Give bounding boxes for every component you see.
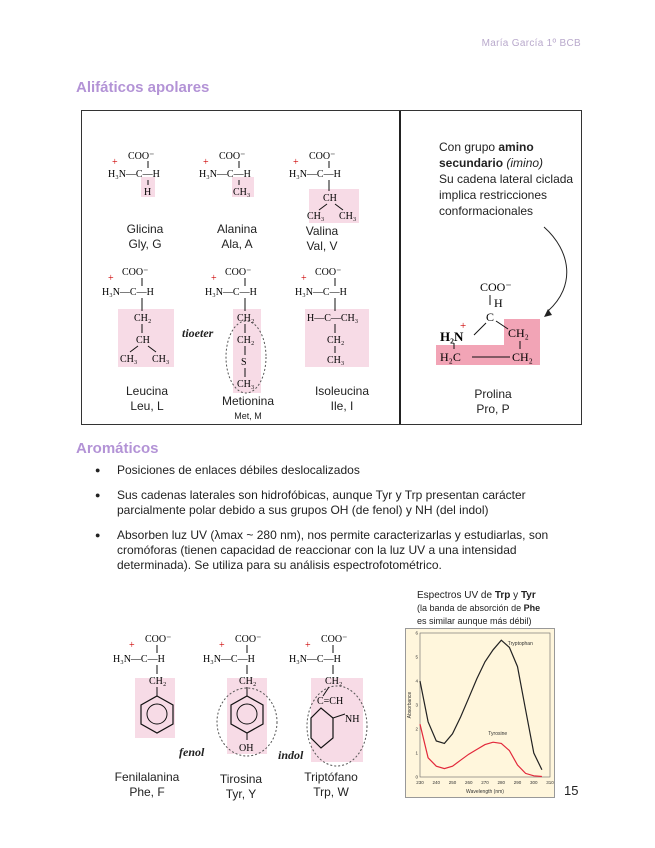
tyrosine-structure	[203, 630, 293, 763]
phenylalanine-structure	[113, 630, 203, 763]
thioether-label: tioeter	[182, 326, 214, 340]
carboxyl-label: COO⁻	[315, 267, 342, 278]
list-item: ● Posiciones de enlaces débiles deslocalizados	[95, 463, 585, 478]
y-tick-label: 3	[415, 702, 418, 708]
x-axis-label: Wavelength (nm)	[466, 789, 504, 795]
aromatic-bullet-list	[95, 463, 585, 583]
glycine-structure	[108, 143, 198, 216]
amino-label: H₃N—C—H	[113, 654, 165, 665]
amino-acid-name: Metionina Met, M	[221, 394, 275, 421]
side-chain-label: CH	[323, 193, 337, 204]
amino-acid-name: Alanina Ala, A	[216, 222, 258, 251]
side-chain-label: CH₂	[237, 335, 255, 346]
section-title-aromatic: Aromáticos	[76, 440, 159, 457]
leucine-structure	[100, 263, 190, 376]
amino-label: H₃N—C—H	[203, 654, 255, 665]
side-chain-label: CH₂	[512, 350, 533, 364]
amino-acid-name: Triptófano Trp, W	[304, 770, 358, 799]
side-chain-label: H₂C	[440, 350, 461, 364]
methionine-structure	[203, 263, 293, 406]
amino-label: H₃N—C—H	[102, 287, 154, 298]
x-tick-label: 260	[464, 780, 473, 785]
side-chain-label: CH₂	[134, 313, 152, 324]
side-chain-label: CH₂	[325, 676, 343, 687]
amino-acid-name: Isoleucina Ile, I	[314, 384, 370, 413]
amino-acid-name: Valina Val, V	[305, 224, 339, 253]
amino-label: H₃N—C—H	[289, 654, 341, 665]
series-line-tyrosine	[420, 724, 542, 776]
uv-spectrum-chart	[405, 628, 555, 798]
x-tick-label: 270	[481, 780, 489, 785]
hydroxyl-label: OH	[239, 743, 254, 754]
plot-frame	[420, 633, 550, 777]
plus-charge: +	[219, 640, 225, 651]
side-chain-label: CH₃	[237, 379, 255, 390]
side-chain-label: CH₃	[233, 187, 251, 198]
plus-charge: +	[112, 157, 118, 168]
alanine-structure	[199, 143, 289, 216]
y-tick-label: 2	[415, 726, 418, 732]
y-tick-label: 1	[415, 750, 418, 756]
side-chain-label: CH₂	[239, 676, 257, 687]
side-chain-label: S	[241, 357, 247, 368]
side-chain-label: CH₂	[237, 313, 255, 324]
series-line-tryptophan	[420, 640, 542, 770]
valine-structure	[289, 143, 379, 226]
amino-label: H₃N—C—H	[199, 169, 251, 180]
x-tick-label: 240	[432, 780, 441, 785]
x-tick-label: 310	[546, 780, 554, 785]
y-tick-label: 5	[415, 654, 418, 660]
side-chain-label: CH₂	[508, 326, 529, 340]
amino-label: H₃N—C—H	[295, 287, 347, 298]
y-axis-label: Absorbance	[407, 691, 413, 719]
amino-acid-name: Leucina Leu, L	[125, 384, 169, 413]
carboxyl-label: COO⁻	[480, 280, 512, 294]
figure-divider	[399, 111, 401, 424]
plus-charge: +	[301, 273, 307, 284]
side-chain-label: CH₃	[327, 355, 345, 366]
aromatic-figure	[95, 600, 380, 801]
x-tick-label: 290	[513, 780, 522, 785]
c-alpha-label: C	[486, 310, 495, 324]
page-number: 15	[564, 783, 579, 798]
amino-acid-name: Tirosina Tyr, Y	[219, 772, 263, 801]
side-chain-label: CH₃	[152, 354, 170, 365]
indol-label: indol	[278, 748, 304, 762]
carboxyl-label: COO⁻	[219, 151, 246, 162]
plus-charge: +	[129, 640, 135, 651]
series-label: Tyrosine	[488, 731, 508, 737]
x-tick-label: 230	[416, 780, 424, 785]
carboxyl-label: COO⁻	[225, 267, 252, 278]
side-chain-label: CH₃	[307, 211, 325, 222]
y-tick-label: 0	[415, 774, 418, 780]
x-tick-label: 300	[529, 780, 538, 785]
carboxyl-label: COO⁻	[122, 267, 149, 278]
carboxyl-label: COO⁻	[321, 634, 348, 645]
plus-charge: +	[305, 640, 311, 651]
amino-acid-name: Fenilalanina Phe, F	[114, 770, 180, 799]
fenol-label: fenol	[179, 745, 205, 759]
side-chain-label: C=CH	[317, 696, 344, 707]
amino-label: H₃N—C—H	[289, 169, 341, 180]
x-tick-label: 250	[448, 780, 457, 785]
proline-note: Con grupo amino secundario (imino) Su cadena lateral ciclada implica restricciones conformacionales	[439, 140, 574, 218]
isoleucine-structure	[293, 263, 383, 376]
aliphatic-figure	[81, 110, 582, 425]
side-chain-label: CH₂	[149, 676, 167, 687]
plus-charge: +	[108, 273, 114, 284]
amino-acid-name: Prolina Pro, P	[474, 387, 512, 416]
side-chain-label: H	[144, 187, 152, 198]
uv-chart-svg	[406, 629, 554, 797]
y-tick-label: 6	[415, 630, 418, 636]
uv-chart-title: Espectros UV de Trp y Tyr (la banda de absorción de Phe es similar aunque más débil)	[417, 590, 541, 626]
side-chain-label: CH	[136, 335, 150, 346]
page-header-author: María García 1º BCB	[481, 38, 581, 49]
amino-label: H₃N—C—H	[108, 169, 160, 180]
carboxyl-label: COO⁻	[128, 151, 155, 162]
x-tick-label: 280	[497, 780, 506, 785]
series-label: Tryptophan	[507, 641, 533, 647]
n-label: H₂N	[440, 329, 464, 344]
section-title-aliphatic: Alifáticos apolares	[76, 79, 210, 96]
side-chain-label: CH₃	[339, 211, 357, 222]
carboxyl-label: COO⁻	[235, 634, 262, 645]
list-item: ● Sus cadenas laterales son hidrofóbicas, aunque Tyr y Trp presentan carácter parcialmente polar debido a sus grupos OH (de fenol) y NH (del indol)	[95, 488, 585, 518]
carboxyl-label: COO⁻	[309, 151, 336, 162]
nh-label: NH	[345, 714, 360, 725]
h-label: H	[494, 296, 503, 310]
list-item: ● Absorben luz UV (λmax ~ 280 nm), nos permite caracterizarlas y estudiarlas, son cromóforas (tienen capacidad de reaccionar con la luz UV a una intensidad determinada). Se utiliza para su análisis espectrofotométrico.	[95, 528, 585, 573]
plus-charge: +	[203, 157, 209, 168]
plus-charge: +	[293, 157, 299, 168]
plus-charge: +	[211, 273, 217, 284]
amino-label: H₃N—C—H	[205, 287, 257, 298]
carboxyl-label: COO⁻	[145, 634, 172, 645]
plus-charge: +	[460, 320, 467, 332]
amino-acid-name: Glicina Gly, G	[126, 222, 164, 251]
y-tick-label: 4	[415, 678, 418, 684]
side-chain-label: H—C—CH₃	[307, 313, 359, 324]
proline-structure	[436, 231, 576, 374]
side-chain-label: CH₃	[120, 354, 138, 365]
side-chain-label: CH₂	[327, 335, 345, 346]
